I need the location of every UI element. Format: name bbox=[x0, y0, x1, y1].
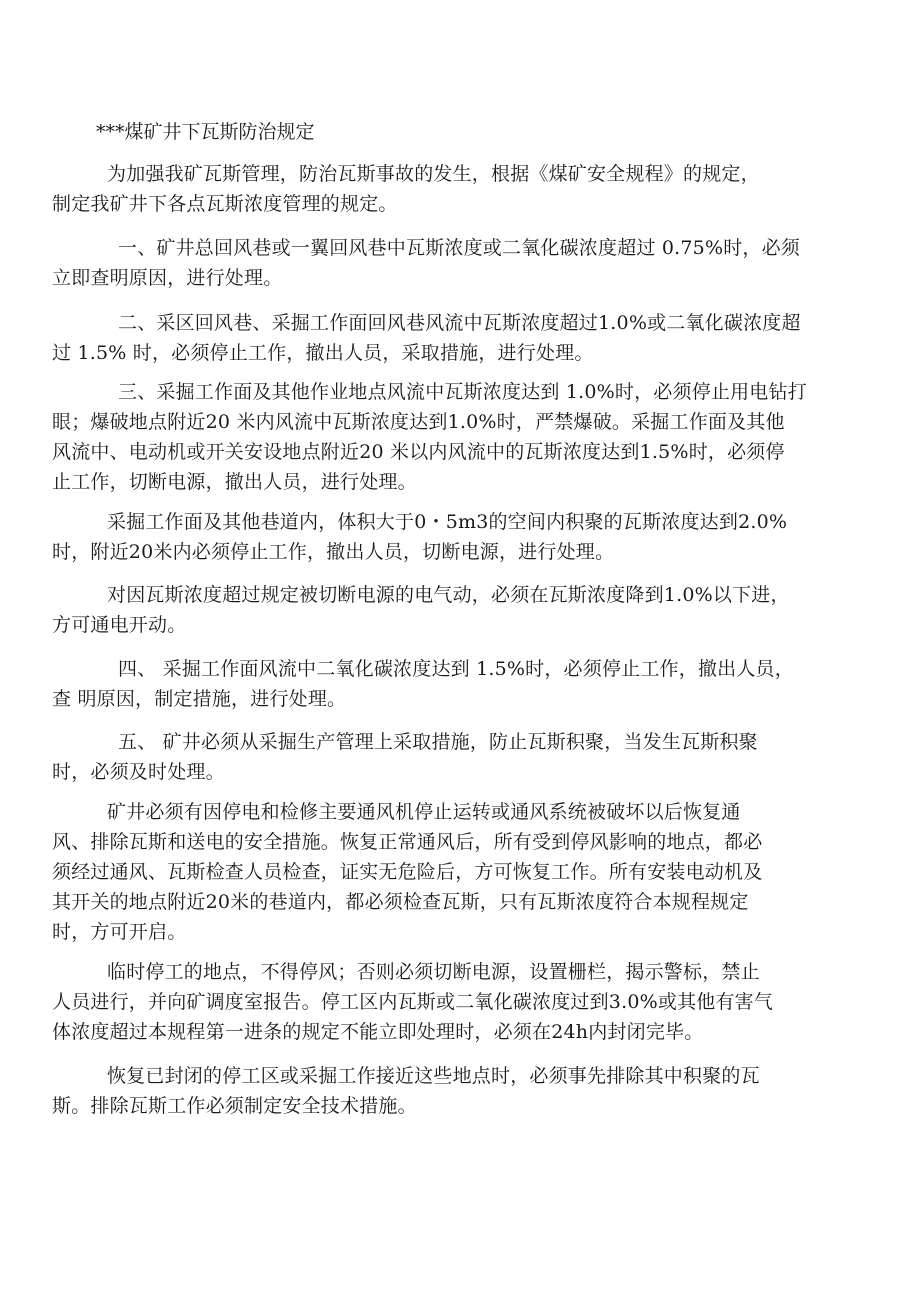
paragraph-line: 四、 采掘工作面风流中二氧化碳浓度达到 1.5%时，必须停止工作，撤出人员， bbox=[118, 658, 794, 680]
paragraph-line: 查 明原因，制定措施，进行处理。 bbox=[52, 688, 347, 710]
paragraph-line: 过 1.5% 时，必须停止工作，撤出人员，采取措施，进行处理。 bbox=[52, 342, 594, 364]
paragraph-line: 眼；爆破地点附近20 米内风流中瓦斯浓度达到1.0%时，严禁爆破。采掘工作面及其他 bbox=[52, 411, 785, 433]
paragraph-line: 三、采掘工作面及其他作业地点风流中瓦斯浓度达到 1.0%时，必须停止用电钻打 bbox=[118, 381, 807, 403]
paragraph-line: 风流中、电动机或开关安设地点附近20 米以内风流中的瓦斯浓度达到1.5%时，必须停 bbox=[52, 441, 785, 463]
paragraph-line: 体浓度超过本规程第一进条的规定不能立即处理时，必须在24h内封闭完毕。 bbox=[52, 1021, 704, 1043]
paragraph-line: 止工作，切断电源，撤出人员，进行处理。 bbox=[52, 471, 417, 493]
paragraph-line: 一、矿井总回风巷或一翼回风巷中瓦斯浓度或二氧化碳浓度超过 0.75%时，必须 bbox=[118, 237, 800, 259]
paragraph-line: 斯。排除瓦斯工作必须制定安全技术措施。 bbox=[52, 1095, 417, 1117]
paragraph-line: 须经过通风、瓦斯检查人员检查，证实无危险后，方可恢复工作。所有安装电动机及 bbox=[52, 861, 763, 883]
paragraph-line: 制定我矿井下各点瓦斯浓度管理的规定。 bbox=[52, 193, 398, 215]
document-title: ***煤矿井下瓦斯防治规定 bbox=[96, 121, 315, 143]
paragraph-line: 对因瓦斯浓度超过规定被切断电源的电气动，必须在瓦斯浓度降到1.0%以下进， bbox=[107, 584, 790, 606]
paragraph-power-restore bbox=[52, 580, 862, 640]
paragraph-line: 采掘工作面及其他巷道内，体积大于0・5m3的空间内积聚的瓦斯浓度达到2.0% bbox=[107, 511, 788, 533]
paragraph-line: 五、 矿井必须从采掘生产管理上采取措施，防止瓦斯积聚，当发生瓦斯积聚 bbox=[118, 731, 758, 753]
paragraph-line: 立即查明原因，进行处理。 bbox=[52, 267, 283, 289]
paragraph-accumulation bbox=[52, 507, 862, 567]
paragraph-line: 其开关的地点附近20米的巷道内，都必须检查瓦斯，只有瓦斯浓度符合本规程规定 bbox=[52, 891, 749, 913]
paragraph-line: 时，必须及时处理。 bbox=[52, 761, 225, 783]
paragraph-line: 时，方可开启。 bbox=[52, 921, 187, 943]
paragraph-line: 方可通电开动。 bbox=[52, 614, 187, 636]
paragraph-line: 恢复已封闭的停工区或采掘工作接近这些地点时，必须事先排除其中积聚的瓦 bbox=[107, 1065, 760, 1087]
paragraph-line: 风、排除瓦斯和送电的安全措施。恢复正常通风后，所有受到停风影响的地点，都必 bbox=[52, 831, 763, 853]
paragraph-rule-1 bbox=[52, 233, 862, 293]
paragraph-line: 临时停工的地点，不得停风；否则必须切断电源，设置栅栏，揭示警标，禁止 bbox=[107, 961, 760, 983]
paragraph-line: 人员进行，并向矿调度室报告。停工区内瓦斯或二氧化碳浓度过到3.0%或其他有害气 bbox=[52, 991, 774, 1013]
paragraph-line: 矿井必须有因停电和检修主要通风机停止运转或通风系统被破坏以后恢复通 bbox=[107, 801, 741, 823]
paragraph-ventilation bbox=[52, 797, 862, 947]
paragraph-rule-3 bbox=[52, 377, 862, 497]
paragraph-line: 为加强我矿瓦斯管理，防治瓦斯事故的发生，根据《煤矿安全规程》的规定， bbox=[107, 163, 760, 185]
paragraph-reopen bbox=[52, 1061, 862, 1121]
paragraph-line: 二、采区回风巷、采掘工作面回风巷风流中瓦斯浓度超过1.0%或二氧化碳浓度超 bbox=[118, 312, 801, 334]
paragraph-rule-2 bbox=[52, 308, 862, 368]
paragraph-rule-5 bbox=[52, 727, 862, 787]
paragraph-intro bbox=[52, 159, 862, 219]
paragraph-rule-4 bbox=[52, 654, 862, 714]
paragraph-line: 时，附近20米内必须停止工作，撤出人员，切断电源，进行处理。 bbox=[52, 541, 615, 563]
paragraph-temporary-stop bbox=[52, 957, 862, 1047]
